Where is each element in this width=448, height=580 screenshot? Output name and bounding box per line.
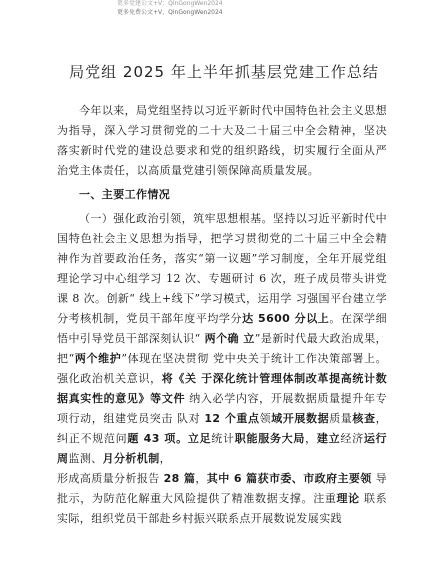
p1-highlight: 立足 bbox=[187, 432, 212, 445]
document-title: 局党组 2025 年上半年抓基层党建工作总结 bbox=[69, 63, 379, 81]
p1-segment: 质量 bbox=[329, 412, 353, 425]
section-heading: 一、主要工作情况 bbox=[79, 188, 171, 201]
p1-segment: （一）强化政治引领，筑牢思想根基。坚持以习近平新时代中国特色社会主义思想为指导，把学习贯彻党的二十届三中全会精神作为首要政治任务，落实“第一议题”学习制度，全年开展党组理论学习中心组学习 12 次、专题研讨 6 次，班子成员带头讲党课 8 次。创新“ 线上+线下”学习模式，运用学 习强国平台建立学分考核机制，党员干部年度平均学分 bbox=[57, 212, 387, 325]
p1-highlight: 运行周 bbox=[57, 432, 387, 465]
p2-highlight: 理论 bbox=[336, 492, 360, 505]
watermark-second: 更多免费公文+V，QinGongWen2024 bbox=[117, 9, 223, 16]
p1-segment: 领 bbox=[259, 412, 272, 425]
p1-segment: 监测、 bbox=[68, 452, 103, 465]
p1-segment: ，纠正不规范问 bbox=[57, 412, 387, 445]
p1-segment: ， bbox=[305, 432, 317, 445]
p2-segment: ， bbox=[195, 472, 207, 485]
paragraph-analysis-reports bbox=[57, 469, 387, 529]
p1-highlight: 两个确 立 bbox=[204, 332, 255, 345]
p2-segment: 形成高质量分析报告 bbox=[57, 472, 164, 485]
p1-highlight: 职能服务大局 bbox=[234, 432, 306, 445]
p1-highlight: 域开展数据 bbox=[271, 412, 330, 425]
p1-segment: ”体现在坚决贯彻 党中央关于统计工作决策部署上。强化政治机关意识， bbox=[57, 352, 387, 385]
p1-highlight: 将《关 于深化统计管理体制改革提高统计数据真实性的意见》等文件 bbox=[57, 372, 387, 405]
paragraph-political-guidance bbox=[57, 209, 387, 469]
p2-segment: 导批示，为防范化解重大风险提供了精准数据支撑。注重 bbox=[57, 472, 387, 505]
p1-segment: ”是新时代最大政治成果，把“ bbox=[57, 332, 387, 365]
p1-highlight: 核查 bbox=[352, 412, 376, 425]
p2-highlight: 28 篇 bbox=[163, 472, 196, 485]
p1-segment: 纳入必学内容，开展数据质量提升年专项行动，组建党员突击 队对 bbox=[57, 392, 387, 425]
p2-segment: 联系实际，组织党员干部赴乡村振兴联系点开展数说发展实践 bbox=[57, 492, 387, 525]
watermark-top: 更多党建公文+V：QinGongWen2024 bbox=[117, 0, 223, 7]
p1-highlight: 两个维护 bbox=[74, 352, 122, 365]
intro-paragraph: 今年以来，局党组坚持以习近平新时代中国特色社会主义思想为指导，深入学习贯彻党的二十大及二十届三中全会精神，坚决落实新时代党的建设总要求和党的组织路线，切实履行全面从严治党主体责任，以高质量党建引领保障高质量发展。 bbox=[57, 104, 387, 177]
p2-highlight: 其中 6 篇获市委、市政府主要领 bbox=[206, 472, 372, 485]
p1-segment: 。在深学细悟中引导党员干部深刻认识“ bbox=[57, 312, 388, 345]
p1-highlight: 达 5600 分以上 bbox=[242, 312, 330, 325]
p1-highlight: 12 个重点 bbox=[204, 412, 260, 425]
p1-segment: 统计 bbox=[211, 432, 235, 445]
document-body bbox=[57, 101, 387, 529]
p1-segment: 经济 bbox=[340, 432, 364, 445]
p1-highlight: 题 43 项。 bbox=[127, 432, 188, 445]
p1-highlight: 月分析机制 bbox=[102, 452, 160, 465]
p1-segment: ， bbox=[159, 452, 172, 465]
p1-highlight: 建立 bbox=[316, 432, 341, 445]
